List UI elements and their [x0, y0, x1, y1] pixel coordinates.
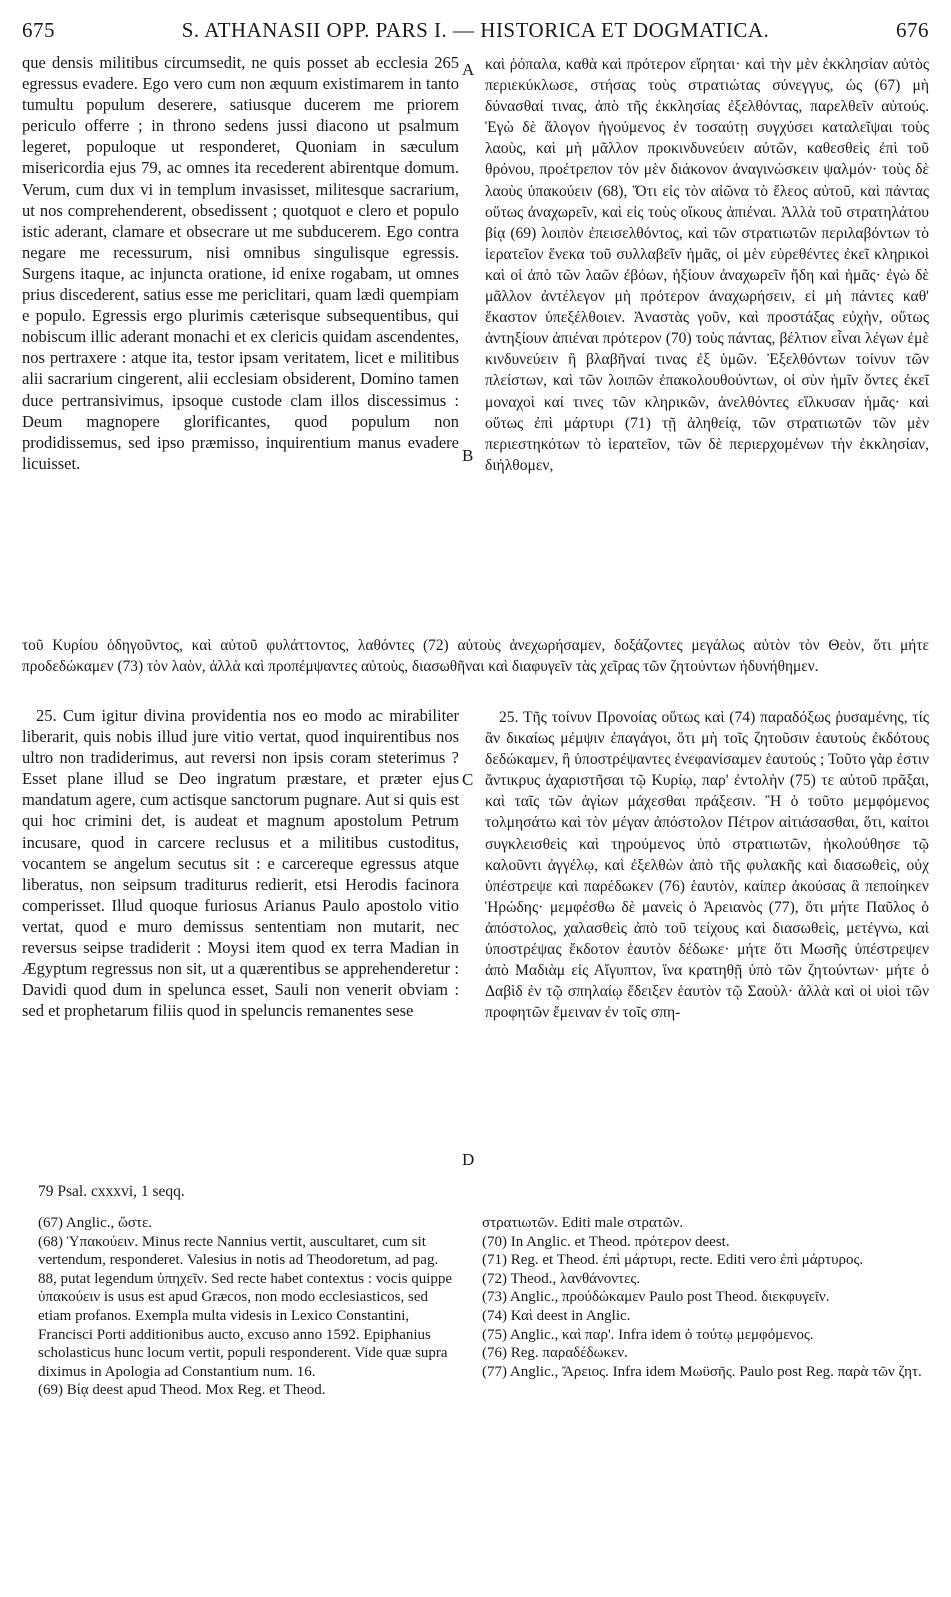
note-item: στρατιωτῶν. Editi male στρατῶν. — [482, 1215, 684, 1231]
notes-right-column — [482, 1214, 927, 1381]
greek-spanning-text — [22, 635, 929, 678]
note-item: (71) Reg. et Theod. ἐπὶ μάρτυρι, recte. Editi vero ἐπὶ μάρτυρος. — [482, 1252, 864, 1269]
latin-column-top — [22, 52, 459, 474]
notes-left-column — [38, 1214, 460, 1400]
latin-paragraph-25: 25. Cum igitur divina providentia nos eo modo ac mirabiliter liberarit, quis nobis illud jure vitio vertat, quod inquirentibus nos ultro non tradiderimus, aut reversi non ipsis coram steterimus ? Esset plane illud se Deo ingratum præstare, et præter ejus mandatum agere, cum actisque sanctorum pugnare. Aut si quis est qui hoc crimini det, is audeat et magnum apostolum Petrum incusare, quod in carcere reclusus et a militibus custoditus, vocantem se angelum secutus sit : e carcereque egressus atque liberatus, non seipsum traditurus redierit, etsi Herodis facinora comperisset. Illud quoque furiosus Arianus Paulo apostolo vitio vertat, quod e muro demissus sententiam non mutarit, nec reversus seipse tradiderit : Moysi item quod ex terra Madian in Ægyptum regressus non sit, ut a quærentibus se apprehenderetur : Davidi quod dum in spelunca esset, Sauli non venerit obviam : sed et prophetarum filiis quod in speluncis remanentes sese — [22, 706, 459, 1021]
note-item: (67) Anglic., ὥστε. — [38, 1215, 153, 1231]
latin-section-25 — [22, 705, 459, 1021]
greek-spanning-paragraph: τοῦ Κυρίου ὁδηγοῦντος, καὶ αὐτοῦ φυλάττοντος, λαθόντες (72) αὐτοὺς ἀνεχωρήσαμεν, δοξάζοντες μεγάλως αὐτὸν τὸν Θεὸν, ὅτι μήτε προδεδώκαμεν (73) τὸν λαὸν, ἀλλὰ καὶ προπέμψαντες αὐτοὺς, διασωθῆναι καὶ διαφυγεῖν τὰς χεῖρας τῶν ζητούντων ἠδυνήθημεν. — [22, 637, 929, 676]
note-item: (76) Reg. παραδέδωκεν. — [482, 1345, 628, 1362]
footnote-79: 79 Psal. cxxxvi, 1 seqq. — [38, 1183, 185, 1200]
margin-marker-c: C — [462, 770, 474, 789]
note-item: (69) Βίᾳ deest apud Theod. Mox Reg. et Theod. — [38, 1382, 326, 1399]
margin-marker-d: D — [462, 1150, 475, 1169]
note-item: (73) Anglic., προύδώκαμεν Paulo post Theod. διεκφυγεῖν. — [482, 1289, 830, 1306]
running-title: S. ATHANASII OPP. PARS I. — HISTORICA ET DOGMATICA. — [181, 18, 770, 42]
margin-marker-a: A — [462, 60, 475, 79]
note-item: (68) Ὑπακούειν. Minus recte Nannius vertit, auscultaret, cum sit vertendum, responderet. Valesius in notis ad Theodoretum, ad pag. 88, putat legendum ὑπηχεῖν. Sed recte habet contextus : vocis quippe ὑπακούειν is usus est apud Græcos, non modo ecclesiasticos, sed etiam profanos. Exempla multa videsis in Lexico Constantini, Francisci Porti additionibus aucto, excuso anno 1592. Epiphanius scholasticus hunc locum vertit, populi responderent. Vide quæ supra diximus in Apologia ad Constantium num. 16. — [38, 1233, 453, 1380]
note-item: (72) Theod., λανθάνοντες. — [482, 1270, 641, 1287]
page-number-left: 675 — [22, 18, 55, 42]
greek-section-25 — [485, 707, 929, 1023]
page-header — [22, 12, 929, 46]
note-item: (77) Anglic., Ἄρειος. Infra idem Μωϋσῆς. Paulo post Reg. παρὰ τῶν ζητ. — [482, 1363, 922, 1380]
page-number-right: 676 — [896, 18, 929, 42]
note-item: (74) Καὶ deest in Anglic. — [482, 1307, 631, 1324]
greek-paragraph-25: 25. Τῆς τοίνυν Προνοίας οὕτως καὶ (74) παραδόξως ῥυσαμένης, τίς ἂν δικαίως μέμψιν ἐπαγάγοι, ὅτι μὴ τοῖς ζητοῦσιν ἑαυτοὺς ἐκδότους δεδώκαμεν, ἢ ὑποστρέψαντες ἐνεφανίσαμεν ἑαυτούς ; Τοῦτο γὰρ ἐστιν ἄντικρυς ἀχαριστῆσαι τῷ Κυρίῳ, παρ' ἐντολὴν (75) τε αὐτοῦ πρᾶξαι, καὶ ταῖς τῶν ἁγίων μάχεσθαι πράξεσιν. Ἢ ὁ τοῦτο μεμφόμενος τολμησάτω καὶ τὸν μέγαν ἀπόστολον Πέτρον αἰτιάσασθαι, ὅτι, καίτοι συγκλεισθεὶς καὶ τηρούμενος ὑπὸ στρατιωτῶν, ἠκολούθησε τῷ καλοῦντι ἀγγέλῳ, καὶ ἐξελθὼν ἀπὸ τῆς φυλακῆς καὶ διασωθεὶς, οὐχ ὑπέστρεψε καὶ παρέδωκεν (76) ἑαυτὸν, καίπερ ἀκούσας ἃ πεποίηκεν Ἡρώδης· μεμφέσθω δὲ μανεὶς ὁ Ἀρειανὸς (77), ὅτι μήτε Παῦλος ὁ ἀπόστολος, χαλασθεὶς ἀπὸ τοῦ τείχους καὶ διασωθεὶς, μετέγνω, καὶ ὑποστρέψας ἔκδοτον ἑαυτὸν δέδωκε· μήτε ὅτι Μωσῆς ὑπέστρεψεν ἀπὸ Μαδιὰμ εἰς Αἴγυπτον, ἵνα κρατηθῇ ὑπὸ τῶν ζητούντων· μήτε ὁ Δαβὶδ ἐν τῷ σπηλαίῳ ἔδειξεν ἑαυτὸν τῷ Σαοὺλ· ἀλλὰ καὶ οἱ υἱοὶ τῶν προφητῶν ἔμειναν ἐν τοῖς σπη- — [485, 709, 929, 1022]
margin-marker-b: B — [462, 446, 474, 465]
note-item: (70) In Anglic. et Theod. πρότερον deest. — [482, 1233, 730, 1250]
latin-paragraph: que densis militibus circumsedit, ne quis posset ab ecclesia 265 egressus evadere. Ego vero cum non æquum existimarem in tanto tumultu populum deserere, satiusque ducerem me priorem periculo offerre ; in throno sedens jussi diacono ut psalmum legeret, populoque ut responderet, Quoniam in sæculum misericordia ejus 79, ac omnes ita recederent abirentque domum. Verum, cum dux vi in templum invasisset, militesque sacrarium, ut nos comprehenderent, obsedissent ; quotquot e clero et populo istic aderant, clamare et obsecrare ut me subducerem. Ego contra negare me recessurum, nisi omnibus singulisque egressis. Surgens itaque, ac injuncta oratione, id enixe rogabam, ut omnes prius discederent, satius esse me periclitari, quam lædi quempiam e populo. Egressis ergo plurimis cæterisque subsequentibus, qui nobiscum illic aderant monachi et ex clericis quidam ascendentes, nos pertraxere : atque ita, testor ipsam veritatem, licet e militibus alii sacrarium cingerent, alii ecclesiam obsiderent, Domino tamen duce pertransivimus, ipsoque custode clam illos discessimus : Deum magnopere glorificantes, quod populum non prodidissemus, sed ipso præmisso, inquirentium manus evadere licuisset. — [22, 53, 459, 473]
note-item: (75) Anglic., καὶ παρ'. Infra idem ὁ τούτῳ μεμφόμενος. — [482, 1326, 814, 1343]
greek-column-top — [485, 54, 929, 476]
greek-paragraph: καὶ ῥόπαλα, καθὰ καὶ πρότερον εἴρηται· καὶ τὴν μὲν ἐκκλησίαν αὐτὸς περιεκύκλωσε, στήσας τοὺς στρατιώτας σύνεγγυς, ὡς (67) μὴ δύνασθαί τινας, ἀπὸ τῆς ἐκκλησίας ἐξελθόντας, παρελθεῖν αὐτούς. Ἐγὼ δὲ ἄλογον ἡγούμενος ἐν τοσαύτῃ συγχύσει καταλεῖψαι τοὺς λαοὺς, καὶ μὴ μᾶλλον προκινδυνεύειν αὐτῶν, καθεσθεὶς ἐπὶ τοῦ θρόνου, προέτρεπον τὸν μὲν διάκονον ἀναγινώσκειν ψαλμόν· τοὺς δὲ λαοὺς ὑπακούειν (68), Ὅτι εἰς τὸν αἰῶνα τὸ ἔλεος αὐτοῦ, καὶ πάντας οὕτως ἀναχωρεῖν, καὶ εἰς τοὺς οἴκους ἀπιέναι. Ἀλλὰ τοῦ στρατηλάτου βίᾳ (69) λοιπὸν ἐπεισελθόντος, καὶ τῶν στρατιωτῶν περιλαβόντων τὸ ἱερατεῖον ἕνεκα τοῦ συλλαβεῖν ἡμᾶς, οἱ μὲν εὑρεθέντες ἐκεῖ κληρικοὶ καὶ οἱ ἀπὸ τῶν λαῶν ἐβόων, ἠξίουν ἀναχωρεῖν ἤδη καὶ ἡμᾶς· ἐγὼ δὲ μᾶλλον ἀντέλεγον μὴ πρότερον ἀναχωρήσειν, εἰ μὴ πάντες καθ' ἕκαστον ὑπεξέλθοιεν. Ἀναστὰς γοῦν, καὶ προστάξας εὐχὴν, οὕτως ἀντηξίουν ἀπιέναι πρότερον (70) τοὺς πάντας, βέλτιον εἶναι λέγων ἐμὲ κινδυνεύειν ἢ βλαβῆναί τινας ἐξ ὑμῶν. Ἐξελθόντων τοίνυν τῶν πλείστων, καὶ τῶν λοιπῶν ἐπακολουθούντων, οἱ σὺν ἡμῖν ὄντες ἐκεῖ μοναχοὶ καί τινες τῶν κληρικῶν, ἀνελθόντες εἵλκυσαν ἡμᾶς· καὶ οὕτως ἐπὶ μάρτυρι (71) τῇ ἀληθείᾳ, τῶν στρατιωτῶν τῶν μὲν περιεστηκότων τὸ ἱερατεῖον, τῶν δὲ περιερχομένων τὴν ἐκκλησίαν, διήλθομεν, — [485, 56, 929, 474]
